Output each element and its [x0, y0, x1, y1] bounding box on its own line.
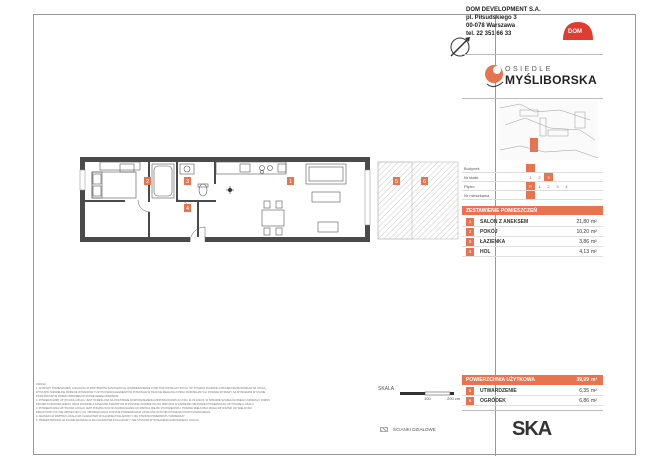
- project-line1: OSIEDLE: [505, 66, 553, 73]
- legend-hatch-icon: [380, 427, 388, 432]
- info-cell-selected: P: [526, 182, 535, 190]
- info-row-klatka: [462, 173, 603, 182]
- extras-list: [462, 386, 603, 406]
- note-line: 4. ARANŻACJA WNĘTRZ LOKALU MA CHARAKTER WYŁĄCZNIE POGLĄDOWY I NIE STANOWI PRZEDMIOTU SPRZEDAŻY.: [36, 415, 186, 418]
- room-area: 21,80: [576, 218, 589, 225]
- dom-logo-text: DOM: [568, 29, 582, 35]
- note-line: PROJEKTU BUDOWLANEGO ORAZ ZGODNIE Z ZASADAMI ZAWARTYMI W POLSKIEJ NORMIE PN-ISO 9836:2015 W ZAKRESIE OBLICZANIA POWIERZCHNI UŻYTKOWEJ LOKALU.: [36, 403, 255, 406]
- total-label: POWIERZCHNIA UŻYTKOWA: [466, 377, 535, 383]
- divider-mid: [462, 98, 603, 99]
- windows: [80, 170, 370, 225]
- note-line: WYSTĄPIĆ NIEWIELKIE RÓŻNICE WYMIARÓW I USYTUOWANIA ELEMENTÓW POWSTAŁE W TRAKCIE REALIZACJI PRAC BUDOWLANYCH. PODANE WYMIARY SĄ WYMIARAMI W STANIE: [36, 391, 266, 394]
- notes-block: [36, 383, 366, 423]
- room-row: [462, 237, 603, 247]
- notes-title: UWAGA:: [36, 383, 47, 386]
- extra-number: 6: [466, 397, 474, 405]
- garden-area: [378, 162, 458, 239]
- info-cell-budynek: [526, 164, 535, 172]
- legend-label: ŚCIANKI DZIAŁOWE: [393, 427, 436, 432]
- kitchen-counter: [216, 162, 286, 174]
- dining-table: [262, 201, 284, 235]
- room-number: 3: [466, 238, 474, 246]
- note-line: 5. PRZEDSTAWIONA NA PLANIE ARANŻACJA MA CHARAKTER POGLĄDOWY I NIE STANOWI WYPOSAŻENIA NABYWANEGO LOKALU.: [36, 419, 200, 422]
- info-row-mieszkanie: [462, 191, 603, 200]
- scale-label: SKALA: [378, 386, 395, 392]
- note-line: PODSTAWOWYM PRZED ODBIOREM W STANIE DEWELOPERSKIM.: [36, 395, 119, 398]
- project-brand: [505, 66, 597, 87]
- extra-row: [462, 386, 603, 396]
- info-cell: 3: [556, 183, 559, 189]
- plan-label-1: 1: [288, 179, 293, 185]
- room-name: HOL: [480, 248, 491, 255]
- rooms-header: ZESTAWIENIE POMIESZCZEŃ: [462, 206, 603, 215]
- divider-top: [462, 54, 603, 55]
- room-row: [462, 247, 603, 257]
- room-number: 2: [466, 228, 474, 236]
- room-unit: m²: [591, 238, 597, 245]
- info-label-mieszkanie: Nr mieszkania: [464, 192, 490, 198]
- scale-tick-mid: 100: [424, 396, 431, 401]
- extra-area: 6,35: [579, 387, 589, 394]
- info-cell-selected: 3: [544, 173, 553, 181]
- developer-city: 00-078 Warszawa: [466, 23, 516, 29]
- info-label-budynek: Budynek: [464, 165, 480, 171]
- room-name: POKÓJ: [480, 228, 498, 235]
- extra-name: UTWARDZENIE: [480, 387, 517, 394]
- scale-bar: [400, 392, 461, 401]
- info-cell: 4: [565, 183, 568, 189]
- info-cell: 2: [538, 174, 541, 180]
- plan-label-4: 4: [185, 206, 190, 212]
- note-line: 1. WYMIARY POMIESZCZEŃ, LOKALIZACJA PRZYBORÓW SANITARNYCH, ROZMIESZCZENIE PUNKTÓW INSTALACYJNYCH ITP. PODANO ZGODNIE Z PROJEKTEM BUDOWLANYM. MOGĄ: [36, 387, 266, 390]
- osiedle-logo-icon: [485, 65, 503, 87]
- project-line2: MYŚLIBORSKA: [505, 73, 597, 87]
- divider-bottom: [462, 410, 603, 411]
- plan-label-6: 6: [422, 179, 427, 185]
- total-area-bar: [462, 375, 603, 385]
- rooms-list: [462, 217, 603, 257]
- site-map-icon: [498, 100, 598, 160]
- room-name: ŁAZIENKA: [480, 238, 506, 245]
- total-unit: m²: [591, 377, 598, 383]
- ska-logo: SKA: [512, 418, 552, 440]
- extra-row: [462, 396, 603, 406]
- room-unit: m²: [591, 248, 597, 255]
- plan-label-3: 3: [185, 179, 190, 185]
- unit-info-table: [462, 164, 603, 200]
- plan-label-2: 2: [145, 179, 150, 185]
- room-area: 10,20: [576, 228, 589, 235]
- info-label-klatka: Nr klatki: [464, 174, 479, 180]
- plan-label-5: 5: [394, 179, 399, 185]
- total-area: 39,99: [576, 377, 589, 383]
- room-name: SALON Z ANEKSEM: [480, 218, 529, 225]
- info-cell: 1: [538, 183, 541, 189]
- developer-name: DOM DEVELOPMENT S.A.: [466, 7, 541, 13]
- bed: [92, 164, 136, 198]
- extra-unit: m²: [591, 397, 597, 404]
- developer-street: pl. Piłsudskiego 3: [466, 15, 517, 21]
- note-line: 2. POWIERZCHNIĘ UŻYTKOWĄ LOKALU JEST OKREŚLONA NA PODSTAWIE ROZPORZĄDZENIA MINISTRA ROZWOJU Z DN. 11.09.2020 R. W SPRAWIE SZCZEGÓŁOWEGO ZAKRESU I FORMY: [36, 399, 271, 402]
- legend: [380, 427, 436, 432]
- scale-tick-end: 200 cm: [447, 396, 461, 401]
- info-row-budynek: [462, 164, 603, 173]
- note-line: 3. POWIERZCHNIA UŻYTKOWA LOKALU JEST PODANA W M² W ZAOKRĄGLENIU DO DWÓCH MIEJSC PO PRZECINKU. PODANE WIELKOŚCI MOGĄ SIĘ RÓŻNIĆ OD WIELKOŚCI: [36, 407, 253, 410]
- room-unit: m²: [591, 218, 597, 225]
- room-area: 3,86: [579, 238, 589, 245]
- room-number: 1: [466, 218, 474, 226]
- room-number: 4: [466, 248, 474, 256]
- bathroom-fixtures: [152, 164, 208, 198]
- extra-name: OGRÓDEK: [480, 397, 506, 404]
- extra-unit: m²: [591, 387, 597, 394]
- room-row: [462, 217, 603, 227]
- info-label-pietro: Piętro: [464, 183, 475, 189]
- note-line: RZECZYWISTYCH NIE WIĘCEJ NIŻ O 2%. OBOWIĄZUJĄCĄ ZOSTAJE POWIERZCHNIA USTALONA W WYNIKU POMIARU POWYKONAWCZEGO.: [36, 411, 211, 414]
- info-cell: 1: [529, 174, 532, 180]
- developer-info: [466, 6, 541, 38]
- info-row-pietro: [462, 182, 603, 191]
- room-area: 4,13: [579, 248, 589, 255]
- info-cell: 2: [547, 183, 550, 189]
- sofa: [306, 164, 346, 232]
- info-cell-mieszkanie: [526, 191, 535, 199]
- room-unit: m²: [591, 228, 597, 235]
- room-row: [462, 227, 603, 237]
- extra-area: 6,86: [579, 397, 589, 404]
- utility-icon: [226, 186, 234, 194]
- developer-phone: tel. 22 351 66 33: [466, 31, 512, 37]
- extra-number: 5: [466, 387, 474, 395]
